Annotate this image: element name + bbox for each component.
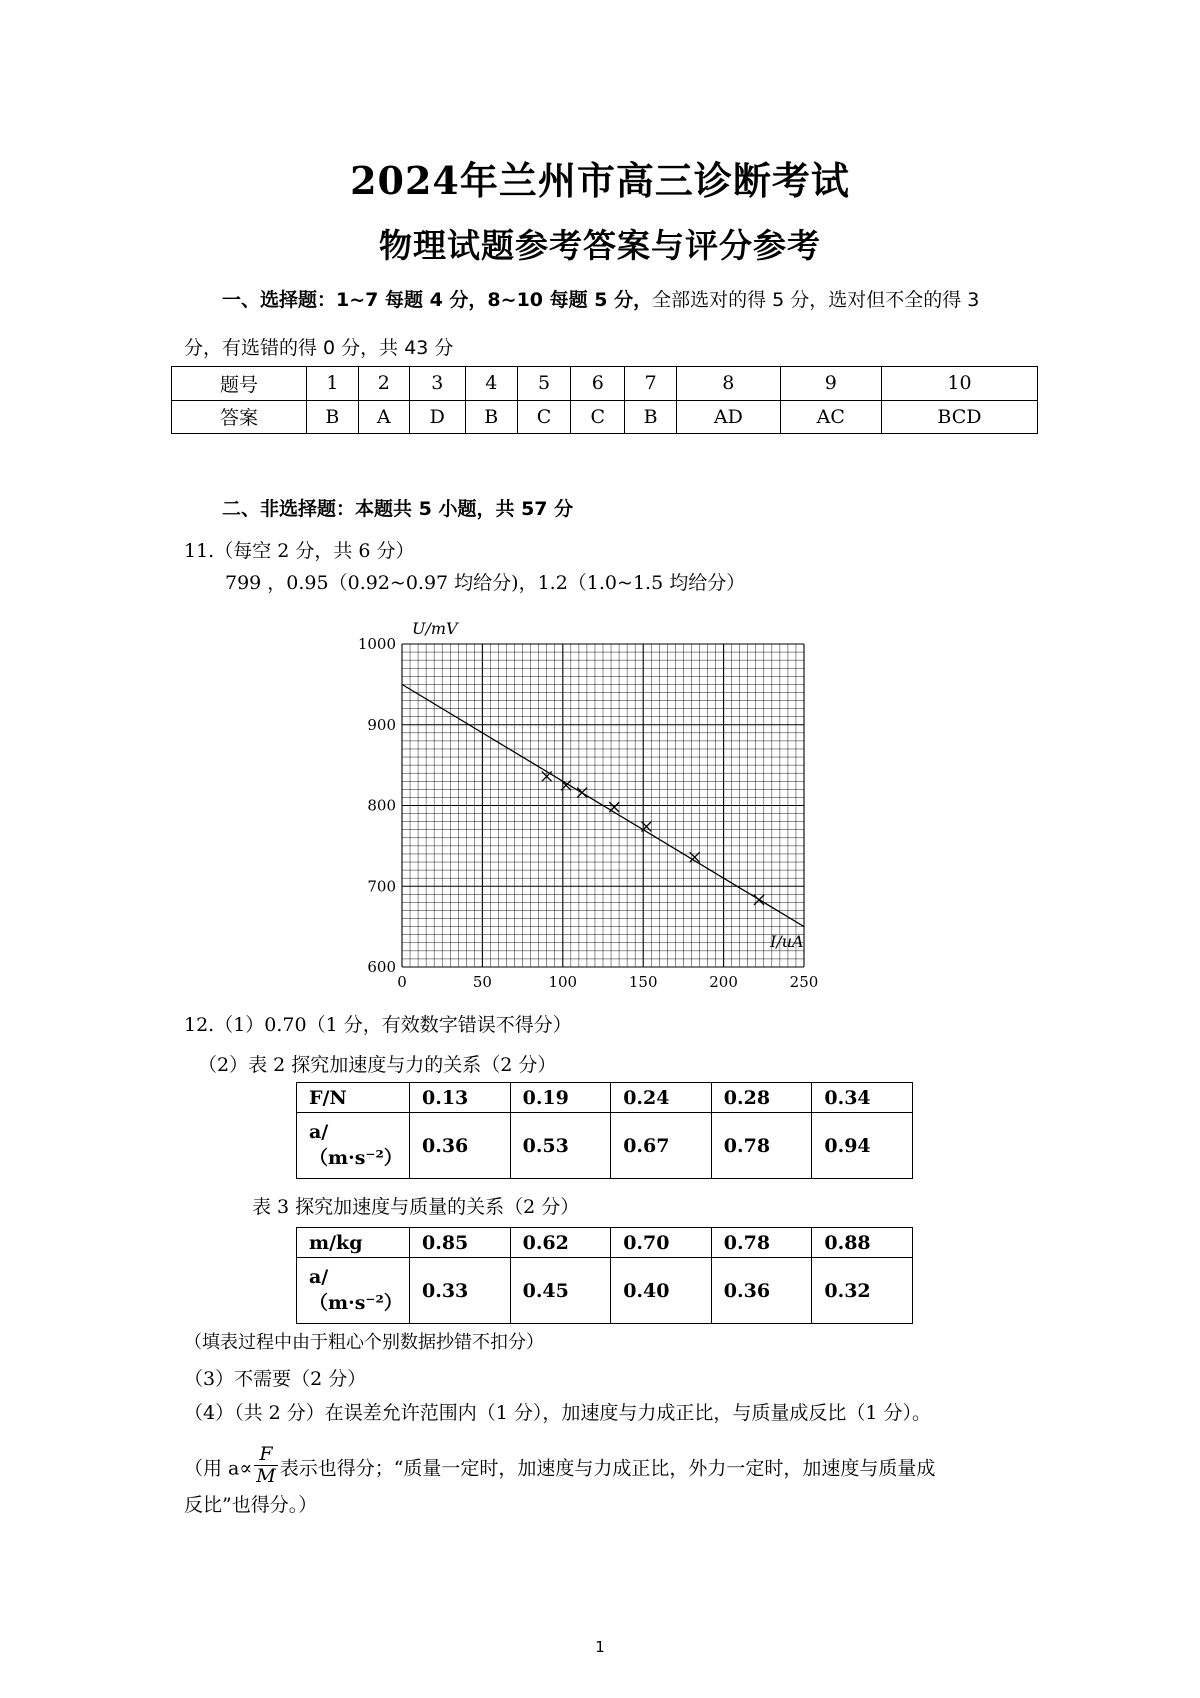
q12-note: （填表过程中由于粗心个别数据抄错不扣分） bbox=[184, 1332, 544, 1353]
data-points bbox=[542, 771, 764, 905]
ui-chart bbox=[352, 612, 832, 996]
q12-part4-end: 反比”也得分。） bbox=[184, 1494, 318, 1516]
y-tick-label: 1000 bbox=[357, 635, 396, 653]
answer-cell: B bbox=[306, 400, 358, 434]
fraction-numerator: F bbox=[254, 1444, 277, 1466]
table-cell: 0.88 bbox=[812, 1228, 913, 1258]
q12-part4: （4）（共 2 分）在误差允许范围内（1 分），加速度与力成正比，与质量成反比（1 分）。 bbox=[184, 1402, 932, 1424]
question-number: 9 bbox=[780, 367, 881, 401]
answer-cell: C bbox=[571, 400, 625, 434]
answer-cell: AD bbox=[677, 400, 781, 434]
question-number: 1 bbox=[306, 367, 358, 401]
table-cell: 0.62 bbox=[510, 1228, 611, 1258]
y-axis-label: U/mV bbox=[412, 619, 458, 638]
answer-cell: C bbox=[517, 400, 571, 434]
answer-cell: B bbox=[465, 400, 517, 434]
page-subtitle: 物理试题参考答案与评分参考 bbox=[379, 226, 821, 265]
question-number: 6 bbox=[571, 367, 625, 401]
table-cell: 0.32 bbox=[812, 1258, 913, 1324]
y-tick-label: 800 bbox=[367, 796, 396, 815]
table-row bbox=[297, 1228, 913, 1258]
answer-table bbox=[171, 366, 1038, 434]
table-row-label: a/（m·s⁻²） bbox=[297, 1113, 410, 1179]
x-tick-label: 250 bbox=[789, 973, 819, 991]
table-cell: 0.33 bbox=[410, 1258, 511, 1324]
table-cell: 0.13 bbox=[410, 1083, 511, 1113]
table-cell: 0.67 bbox=[611, 1113, 712, 1179]
table-row bbox=[297, 1258, 913, 1324]
table-row-label: a/（m·s⁻²） bbox=[297, 1258, 410, 1324]
table-row-label: m/kg bbox=[297, 1228, 410, 1258]
y-tick-label: 600 bbox=[367, 958, 396, 976]
formula-suffix: 表示也得分；“质量一定时，加速度与力成正比，外力一定时，加速度与质量成 bbox=[279, 1457, 936, 1480]
data-point bbox=[577, 788, 587, 798]
answer-cell: BCD bbox=[881, 400, 1037, 434]
row-label: 题号 bbox=[172, 367, 307, 401]
table-cell: 0.78 bbox=[711, 1228, 812, 1258]
answer-table-number-row bbox=[172, 367, 1038, 401]
table-cell: 0.36 bbox=[711, 1258, 812, 1324]
table-cell: 0.24 bbox=[611, 1083, 712, 1113]
q12-part2-label: （2）表 2 探究加速度与力的关系（2 分） bbox=[198, 1054, 557, 1076]
fraction-denominator: M bbox=[256, 1465, 276, 1487]
data-point bbox=[754, 895, 764, 905]
section1-intro-line2: 分，有选错的得 0 分，共 43 分 bbox=[184, 337, 454, 359]
table3-label: 表 3 探究加速度与质量的关系（2 分） bbox=[252, 1196, 580, 1218]
section2-heading: 二、非选择题：本题共 5 小题，共 57 分 bbox=[222, 498, 574, 520]
question-number: 8 bbox=[677, 367, 781, 401]
question-number: 7 bbox=[625, 367, 677, 401]
question-number: 2 bbox=[358, 367, 409, 401]
formula-prefix: （用 a∝ bbox=[184, 1457, 253, 1480]
table-row-label: F/N bbox=[297, 1083, 410, 1113]
table-cell: 0.36 bbox=[410, 1113, 511, 1179]
answer-cell: AC bbox=[780, 400, 881, 434]
table-cell: 0.85 bbox=[410, 1228, 511, 1258]
answer-cell: A bbox=[358, 400, 409, 434]
question-number: 5 bbox=[517, 367, 571, 401]
x-tick-label: 200 bbox=[709, 973, 738, 991]
x-tick-label: 50 bbox=[472, 973, 492, 991]
x-tick-label: 150 bbox=[628, 973, 658, 991]
page-title: 2024年兰州市高三诊断考试 bbox=[350, 158, 850, 203]
section1-intro bbox=[222, 285, 979, 312]
table-cell: 0.94 bbox=[812, 1113, 913, 1179]
q11-label: 11.（每空 2 分，共 6 分） bbox=[184, 540, 415, 562]
table-cell: 0.45 bbox=[510, 1258, 611, 1324]
table-cell: 0.28 bbox=[711, 1083, 812, 1113]
y-tick-label: 700 bbox=[367, 877, 396, 896]
row-label: 答案 bbox=[172, 400, 307, 434]
table-cell: 0.40 bbox=[611, 1258, 712, 1324]
fraction-f-over-m bbox=[254, 1444, 277, 1487]
x-tick-label: 100 bbox=[548, 973, 578, 991]
q12-part1: 12.（1）0.70（1 分，有效数字错误不得分） bbox=[184, 1014, 572, 1036]
table-cell: 0.78 bbox=[711, 1113, 812, 1179]
tick-labels bbox=[358, 635, 819, 991]
table2 bbox=[296, 1082, 913, 1179]
data-point bbox=[609, 802, 619, 812]
answer-cell: D bbox=[409, 400, 465, 434]
answer-table-answer-row bbox=[172, 400, 1038, 434]
question-number: 4 bbox=[465, 367, 517, 401]
section1-intro-rest: 全部选对的得 5 分，选对但不全的得 3 bbox=[652, 289, 980, 311]
table-cell: 0.53 bbox=[510, 1113, 611, 1179]
table-cell: 0.34 bbox=[812, 1083, 913, 1113]
answer-cell: B bbox=[625, 400, 677, 434]
table3 bbox=[296, 1227, 913, 1324]
x-axis-label: I/uA bbox=[770, 932, 804, 951]
x-tick-label: 0 bbox=[397, 973, 407, 991]
q12-part4-formula-line bbox=[184, 1443, 936, 1491]
question-number: 3 bbox=[409, 367, 465, 401]
table-row bbox=[297, 1083, 913, 1113]
question-number: 10 bbox=[881, 367, 1037, 401]
table-cell: 0.70 bbox=[611, 1228, 712, 1258]
section1-intro-bold: 一、选择题：1~7 每题 4 分，8~10 每题 5 分， bbox=[222, 289, 653, 311]
ui-chart-svg bbox=[352, 612, 832, 992]
table-row bbox=[297, 1113, 913, 1179]
page-number: 1 bbox=[595, 1638, 605, 1656]
q11-answer: 799 ，0.95（0.92~0.97 均给分)，1.2（1.0~1.5 均给分） bbox=[225, 572, 746, 594]
q12-part3: （3）不需要（2 分） bbox=[184, 1368, 367, 1390]
table-cell: 0.19 bbox=[510, 1083, 611, 1113]
y-tick-label: 900 bbox=[367, 715, 396, 734]
